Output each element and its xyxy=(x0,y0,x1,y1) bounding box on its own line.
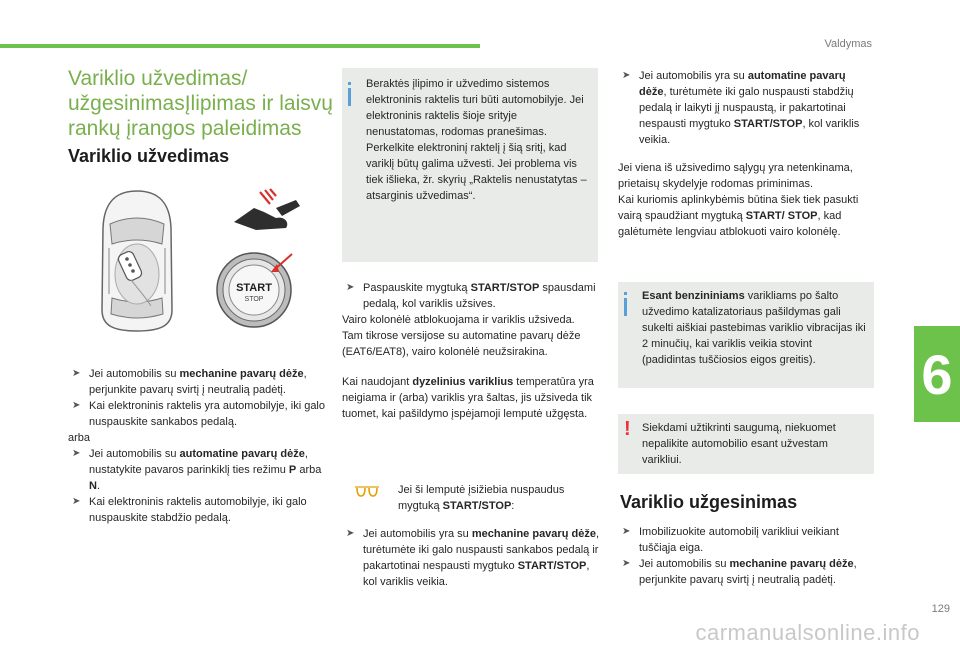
arrow-icon: ➤ xyxy=(72,496,81,507)
chapter-number: 6 xyxy=(921,342,953,406)
info-box-petrol xyxy=(618,282,874,388)
list-item: ➤ Imobilizuokite automobilį varikliui veikiant tuščiąja eiga. xyxy=(622,526,839,554)
list-item: ➤ Paspauskite mygtuką START/STOP spausdami pedalą, kol variklis užsives. xyxy=(346,282,596,310)
page-title xyxy=(68,66,338,141)
list-item: ➤ Jei automobilis su automatine pavarų dėže, nustatykite pavaros parinkiklį ties režimu P arba N. xyxy=(72,448,322,492)
arrow-icon: ➤ xyxy=(622,70,631,81)
arrow-icon: ➤ xyxy=(622,558,631,569)
stop-label: STOP xyxy=(244,296,264,303)
header-accent-bar xyxy=(0,44,480,48)
info-icon xyxy=(624,292,627,295)
middle-text-2 xyxy=(342,526,600,590)
pedal-press-icon xyxy=(230,188,302,236)
arrow-icon: ➤ xyxy=(346,528,355,539)
warning-text: Siekdami užtikrinti saugumą, niekuomet nepalikite automobilio esant užvestam varikliui. xyxy=(642,422,836,466)
arrow-icon: ➤ xyxy=(72,448,81,459)
info-icon xyxy=(348,82,351,85)
warning-icon: ! xyxy=(624,418,631,440)
paragraph: Jei viena iš užsivedimo sąlygų yra netenkinama, prietaisų skydelyje rodomas priminimas. xyxy=(618,162,853,190)
info-box-key xyxy=(342,68,598,262)
paragraph: Kai kuriomis aplinkybėmis būtina šiek tiek pasukti vairą spaudžiant mygtuką START/ STOP, kad galėtumėte lengviau atblokuoti vairo kolonėlę. xyxy=(618,194,859,238)
glow-plug-warning-icon xyxy=(354,484,382,500)
right-text xyxy=(618,68,876,240)
info-icon-stem xyxy=(624,298,627,316)
page-number: 129 xyxy=(931,603,950,615)
middle-text xyxy=(342,280,600,422)
title-line: užgesinimasĮlipimas ir laisvų xyxy=(68,92,333,115)
glow-plug-text: Jei ši lemputė įsižiebia nuspaudus mygtuką START/STOP: xyxy=(398,484,565,512)
warning-box xyxy=(618,414,874,474)
info-text: Beraktės įlipimo ir užvedimo sistemos elektroninis raktelis turi būti automobilyje. Jei elektroninis raktelis šioje srityje nenustatomas, rodomas pranešimas. Perkelkite elektroninį raktelį į šią sritį, kad variklį būtų galima užvesti. Jei problema vis tiek išlieka, žr. skyrių „Raktelis nenustatytas – atsarginis užvedimas“. xyxy=(366,78,587,202)
arrow-icon: ➤ xyxy=(346,282,355,293)
list-item: ➤ Kai elektroninis raktelis yra automobilyje, iki galo nuspauskite sankabos pedalą. xyxy=(72,400,325,428)
left-text xyxy=(68,366,330,526)
paragraph: Kai naudojant dyzelinius variklius temperatūra yra neigiama ir (arba) variklis yra šaltas, jis užsiveda tik tuomet, kai pašildymo įspėjamoji lemputė užgęsta. xyxy=(342,376,594,420)
paragraph: Vairo kolonėlė atblokuojama ir variklis užsiveda. xyxy=(342,314,575,326)
section-title: Valdymas xyxy=(824,38,872,50)
list-item: ➤ Jei automobilis su mechanine pavarų dėže, perjunkite pavarų svirtį į neutralią padėtį. xyxy=(72,368,307,396)
arrow-icon: ➤ xyxy=(72,368,81,379)
arrow-icon: ➤ xyxy=(622,526,631,537)
start-stop-button-illustration xyxy=(216,250,298,330)
heading-engine-stop: Variklio užgesinimas xyxy=(620,492,798,512)
info-text: Esant benzininiams varikliams po šalto užvedimo katalizatoriaus pašildymas gali sukelti aiškiai pastebimas variklio vibracijas iki 2 minučių, kai variklis veikia stovint (padidintas tuščiosios eigos greitis). xyxy=(642,290,866,366)
title-line: Variklio užvedimas/ xyxy=(68,67,248,90)
right-text-2 xyxy=(618,524,876,588)
watermark: carmanualsonline.info xyxy=(695,620,920,645)
list-item: ➤ Jei automobilis yra su automatine pavarų dėže, turėtumėte iki galo nuspausti stabdžių pedalą ir laikyti jį nuspaustą, ir pakartotinai nespausti mygtuko START/STOP, kol variklis veikia. xyxy=(622,70,860,146)
list-item: ➤ Jei automobilis su mechanine pavarų dėže, perjunkite pavarų svirtį į neutralią padėtį. xyxy=(622,558,857,586)
heading-engine-start: Variklio užvedimas xyxy=(68,146,230,166)
paragraph: Tam tikrose versijose su automatine pavarų dėže (EAT6/EAT8), vairo kolonėlė neužsirakina. xyxy=(342,330,581,358)
car-with-key-illustration xyxy=(96,188,178,334)
or-text: arba xyxy=(68,432,91,444)
chapter-tab xyxy=(914,326,960,422)
title-line: rankų įrangos paleidimas xyxy=(68,117,302,140)
arrow-icon: ➤ xyxy=(72,400,81,411)
list-item: ➤ Kai elektroninis raktelis automobilyje, iki galo nuspauskite stabdžio pedalą. xyxy=(72,496,307,524)
list-item: ➤ Jei automobilis yra su mechanine pavarų dėže, turėtumėte iki galo nuspausti sankabos pedalą ir pakartotinai nespausti mygtuko START/STOP, kol variklis veikia. xyxy=(346,528,599,588)
start-label: START xyxy=(236,282,272,294)
info-icon-stem xyxy=(348,88,351,106)
